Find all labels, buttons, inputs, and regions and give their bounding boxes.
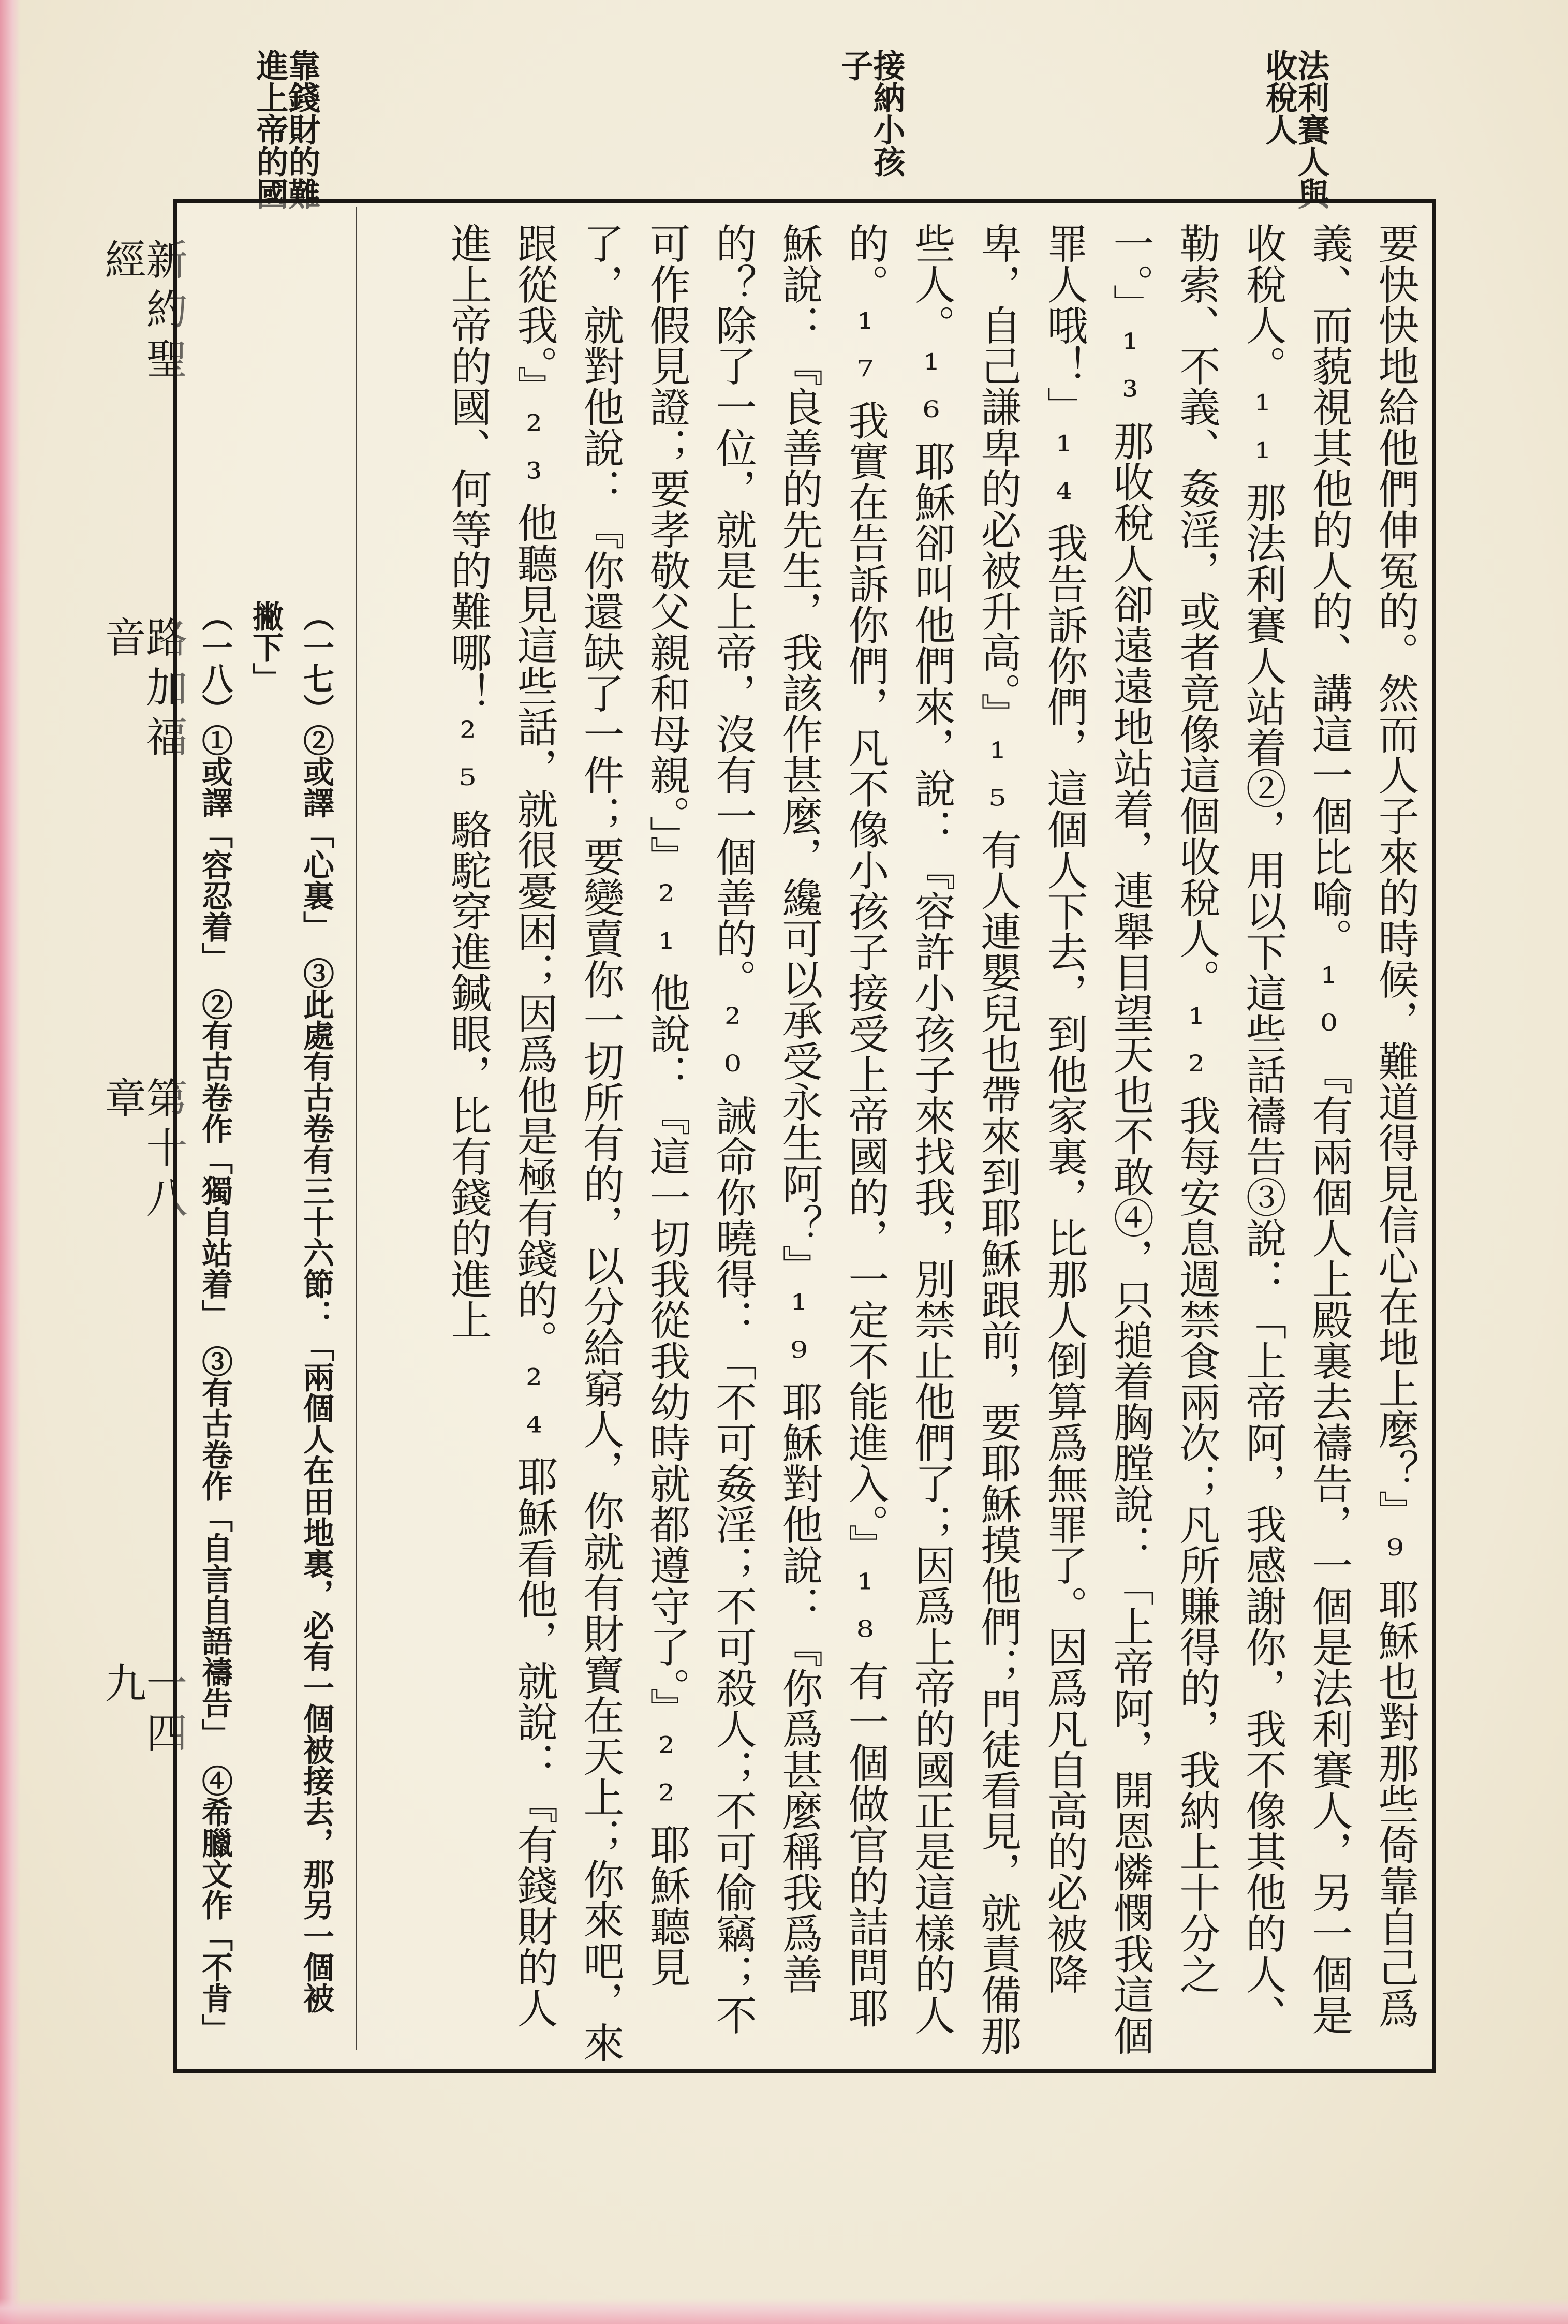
footnote-18: （一八）①或譯「容忍着」 ②有古卷作「獨自站着」 ③有古卷作「自言自語禱告」 ④希臘文作「不肯」 (197, 600, 233, 2044)
page-edge-stain-left (0, 0, 21, 2324)
running-head-chapter: 第十八章 (98, 1077, 187, 1226)
side-note-tax-collector: 法利賽人與收稅人 (1260, 49, 1330, 210)
page-edge-stain-bottom (0, 2298, 1568, 2324)
running-head-book: 新約聖經 (98, 238, 187, 387)
footnotes (186, 600, 342, 2044)
body-text: 要快快地給他們伸冤的。然而人子來的時候，難道得見信心在地上麼？』⁹耶穌也對那些倚靠自己爲義、而藐視其他的人的、講這一個比喻。¹⁰『有兩個人上殿裏去禱告，一個是法利賽人，另一個是收稅人。¹¹那法利賽人站着②，用以下這些話禱告③說：「上帝阿，我感謝你，我不像其他的人、勒索、不義、姦淫，或者竟像這個收稅人。¹²我每安息週禁食兩次；凡所賺得的，我納上十分之一。」¹³那收稅人卻遠遠地站着，連舉目望天也不敢④，只搥着胸膛說：「上帝阿，開恩憐憫我這個罪人哦！」¹⁴我告訴你們，這個人下去，到他家裏，比那人倒算爲無罪了。因爲凡自高的必被降卑，自己謙卑的必被升高。』¹⁵有人連嬰兒也帶來到耶穌跟前，要耶穌摸他們；門徒看見，就責備那些人。¹⁶耶穌卻叫他們來，說：『容許小孩子來找我，別禁止他們了；因爲上帝的國正是這樣的人的。¹⁷我實在告訴你們，凡不像小孩子接受上帝國的，一定不能進入。』¹⁸有一個做官的詰問耶穌說：『良善的先生，我該作甚麼，纔可以承受永生阿？』¹⁹耶穌對他說：『你爲甚麼稱我爲善的？除了一位，就是上帝，沒有一個善的。²⁰誡命你曉得：「不可姦淫；不可殺人；不可偷竊；不可作假見證；要孝敬父親和母親。」』²¹他說：『這一切我從我幼時就都遵守了。』²²耶穌聽見了，就對他說：『你還缺了一件；要變賣你一切所有的，以分給窮人，你就有財寶在天上；你來吧，來跟從我。』²³他聽見這些話，就很憂困；因爲他是極有錢的。²⁴耶穌看他，就說：『有錢財的人進上帝的國、何等的難哪！²⁵駱駝穿進鍼眼，比有錢的進上 (444, 223, 1419, 2063)
page-number: 一四九 (98, 1661, 187, 1761)
side-note-rich: 靠錢財的難進上帝的國 (251, 49, 321, 210)
footnote-divider (356, 207, 357, 2050)
running-head-gospel: 路加福音 (98, 616, 187, 765)
footnote-17: （一七）②或譯「心裏」 ③此處有古卷有三十六節：「兩個人在田地裏，必有一個被接去，那另一個被撇下」 (247, 600, 334, 2013)
side-note-children: 接納小孩子 (836, 49, 906, 178)
